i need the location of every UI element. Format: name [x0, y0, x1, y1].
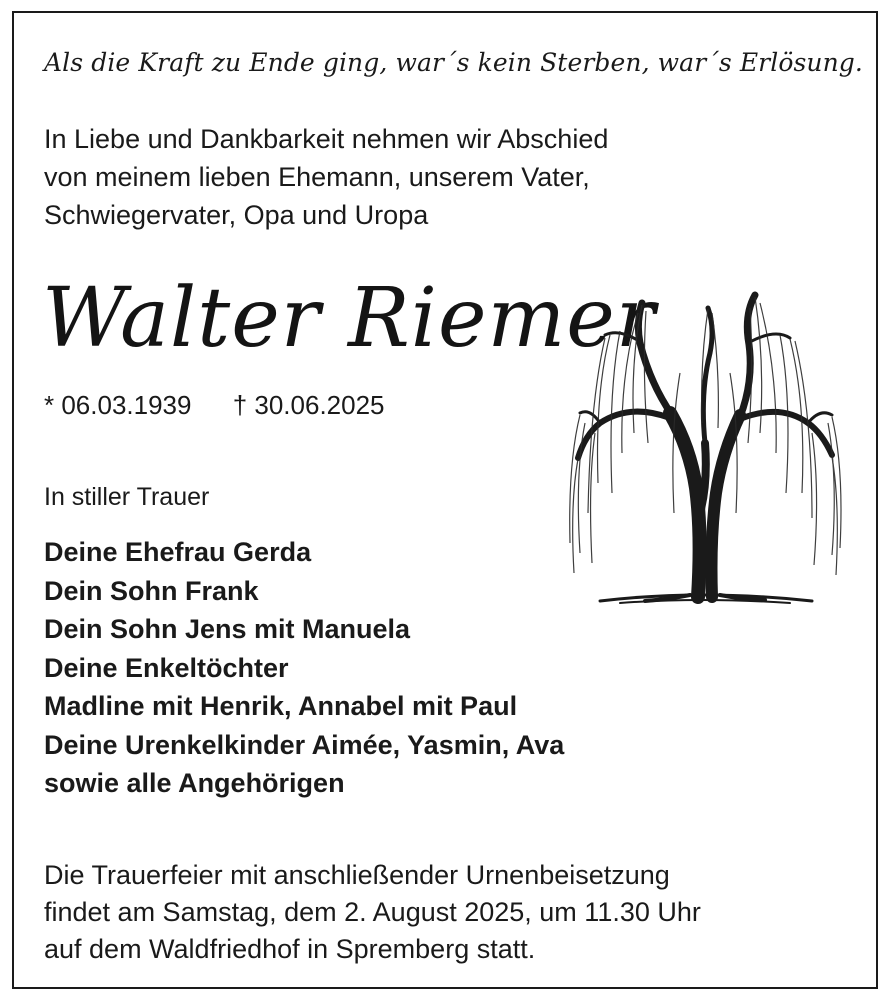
birth-date: * 06.03.1939 [44, 390, 192, 420]
intro-line: Schwiegervater, Opa und Uropa [44, 200, 429, 230]
deceased-name: Walter Riemer [42, 271, 656, 366]
mourner-line: Madline mit Henrik, Annabel mit Paul [44, 691, 518, 721]
life-dates [44, 390, 385, 421]
mourner-line: Dein Sohn Jens mit Manuela [44, 614, 411, 644]
service-line: Die Trauerfeier mit anschließender Urnenbeisetzung [44, 860, 670, 890]
mourning-intro: In stiller Trauer [44, 483, 210, 511]
death-date: † 30.06.2025 [232, 390, 385, 420]
intro-line: von meinem lieben Ehemann, unserem Vater, [44, 162, 590, 192]
mourner-line: Deine Urenkelkinder Aimée, Yasmin, Ava [44, 729, 565, 760]
service-line: auf dem Waldfriedhof in Spremberg statt. [44, 934, 536, 964]
mourners-list [44, 533, 564, 803]
service-line: findet am Samstag, dem 2. August 2025, um 11.30 Uhr [44, 897, 701, 927]
motto-quote: Als die Kraft zu Ende ging, war´s kein Sterben, war´s Erlösung. [44, 48, 863, 77]
funeral-service-info [44, 857, 701, 968]
intro-line: In Liebe und Dankbarkeit nehmen wir Abschied [44, 124, 609, 154]
weeping-willow-tree-icon [550, 283, 850, 623]
mourner-line: Deine Enkeltöchter [44, 652, 289, 683]
mourner-line: Deine Ehefrau Gerda [44, 537, 312, 567]
intro-text [44, 120, 608, 234]
mourner-line: sowie alle Angehörigen [44, 768, 345, 798]
mourner-line: Dein Sohn Frank [44, 575, 259, 606]
obituary-frame [12, 11, 878, 989]
